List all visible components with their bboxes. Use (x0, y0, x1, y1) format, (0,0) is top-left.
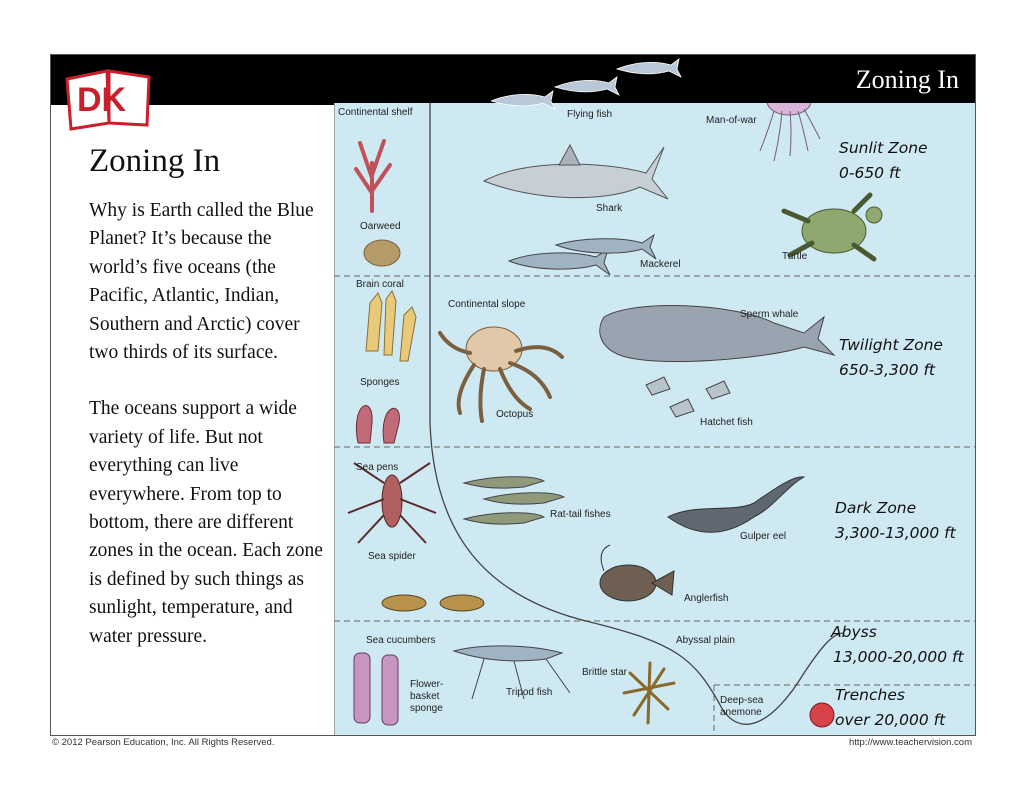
flying-fish-icon (491, 55, 691, 115)
zone-sunlit-range: 0-650 ft (839, 164, 901, 182)
zone-dark (835, 496, 956, 546)
hatchet-fish-icon (646, 377, 730, 417)
label-oarweed: Oarweed (360, 221, 401, 232)
label-flower-basket-sponge-2: basket (410, 691, 440, 702)
sea-floor-line (430, 103, 844, 724)
zone-twilight (839, 333, 943, 383)
rat-tail-fishes-icon (464, 477, 564, 524)
zone-abyss-range: 13,000-20,000 ft (833, 648, 964, 666)
zone-dark-name: Dark Zone (835, 499, 917, 517)
dk-logo (61, 65, 157, 131)
sea-cucumbers-icon (382, 595, 484, 611)
intro-paragraph-2: The oceans support a wide variety of life. But not everything can live everywhere. From top to bottom, there are different zones in the ocean. Each zone is defined by such things as sunlight, temperature, and water pressure. (89, 398, 323, 647)
label-sponges: Sponges (360, 377, 400, 388)
oarweed-icon (356, 141, 390, 211)
intro-paragraph-1: Why is Earth called the Blue Planet? It’s because the world’s five oceans (the Pacific, Atlantic, Indian, Southern and Arctic) cover two thirds of its surface. (89, 200, 314, 364)
zone-trenches (835, 683, 945, 733)
anglerfish-icon (600, 545, 674, 601)
zone-trenches-range: over 20,000 ft (835, 711, 946, 729)
dk-logo-text: DK (77, 81, 127, 119)
label-continental-shelf: Continental shelf (338, 107, 413, 118)
label-mackerel: Mackerel (640, 259, 681, 270)
label-sperm-whale: Sperm whale (740, 309, 799, 320)
label-deep-sea-anemone-2: anemone (720, 707, 762, 718)
label-sea-spider: Sea spider (368, 551, 416, 562)
zone-sunlit (839, 136, 928, 186)
sponges-icon (366, 291, 416, 361)
label-man-of-war: Man-of-war (706, 115, 757, 126)
zone-trenches-name: Trenches (835, 686, 905, 704)
brittle-star-icon (624, 663, 674, 723)
label-octopus: Octopus (496, 409, 534, 420)
sea-pens-icon (356, 406, 399, 443)
sea-spider-icon (348, 463, 436, 543)
copyright-footer: © 2012 Pearson Education, Inc. All Rights Reserved. (52, 737, 275, 748)
octopus-icon (440, 327, 562, 421)
zone-dark-range: 3,300-13,000 ft (835, 524, 956, 542)
label-anglerfish: Anglerfish (684, 593, 729, 604)
zone-sunlit-name: Sunlit Zone (839, 139, 928, 157)
label-sea-cucumbers: Sea cucumbers (366, 635, 436, 646)
source-url[interactable]: http://www.teachervision.com (848, 737, 972, 748)
turtle-icon (784, 195, 882, 259)
label-deep-sea-anemone-1: Deep-sea (720, 695, 764, 706)
label-flying-fish: Flying fish (567, 109, 613, 120)
sperm-whale-icon (600, 306, 834, 362)
man-of-war-icon (760, 103, 820, 161)
zone-twilight-range: 650-3,300 ft (839, 361, 936, 379)
zone-twilight-name: Twilight Zone (839, 336, 943, 354)
zone-abyss (831, 620, 964, 670)
label-continental-slope: Continental slope (448, 299, 526, 310)
label-turtle: Turtle (782, 251, 808, 262)
slide-frame (50, 54, 976, 736)
banner-title: Zoning In (855, 65, 959, 94)
label-brittle-star: Brittle star (582, 667, 628, 678)
deep-sea-anemone-icon (810, 703, 834, 727)
zone-abyss-name: Abyss (831, 623, 877, 641)
label-gulper-eel: Gulper eel (740, 531, 787, 542)
page-title: Zoning In (89, 143, 221, 179)
label-tripod-fish: Tripod fish (506, 687, 553, 698)
label-hatchet-fish: Hatchet fish (700, 417, 753, 428)
shark-icon (484, 145, 668, 199)
label-brain-coral: Brain coral (356, 279, 404, 290)
intro-text (89, 197, 329, 679)
gulper-eel-icon (668, 477, 804, 533)
brain-coral-icon (364, 240, 400, 266)
mackerel-icon (509, 235, 656, 275)
label-abyssal-plain: Abyssal plain (676, 635, 735, 646)
label-flower-basket-sponge-3: sponge (410, 703, 443, 714)
label-sea-pens: Sea pens (356, 462, 399, 473)
label-rat-tail-fishes: Rat-tail fishes (550, 509, 611, 520)
flower-basket-sponge-icon (354, 653, 398, 725)
label-flower-basket-sponge-1: Flower- (410, 679, 444, 690)
label-shark: Shark (596, 203, 623, 214)
